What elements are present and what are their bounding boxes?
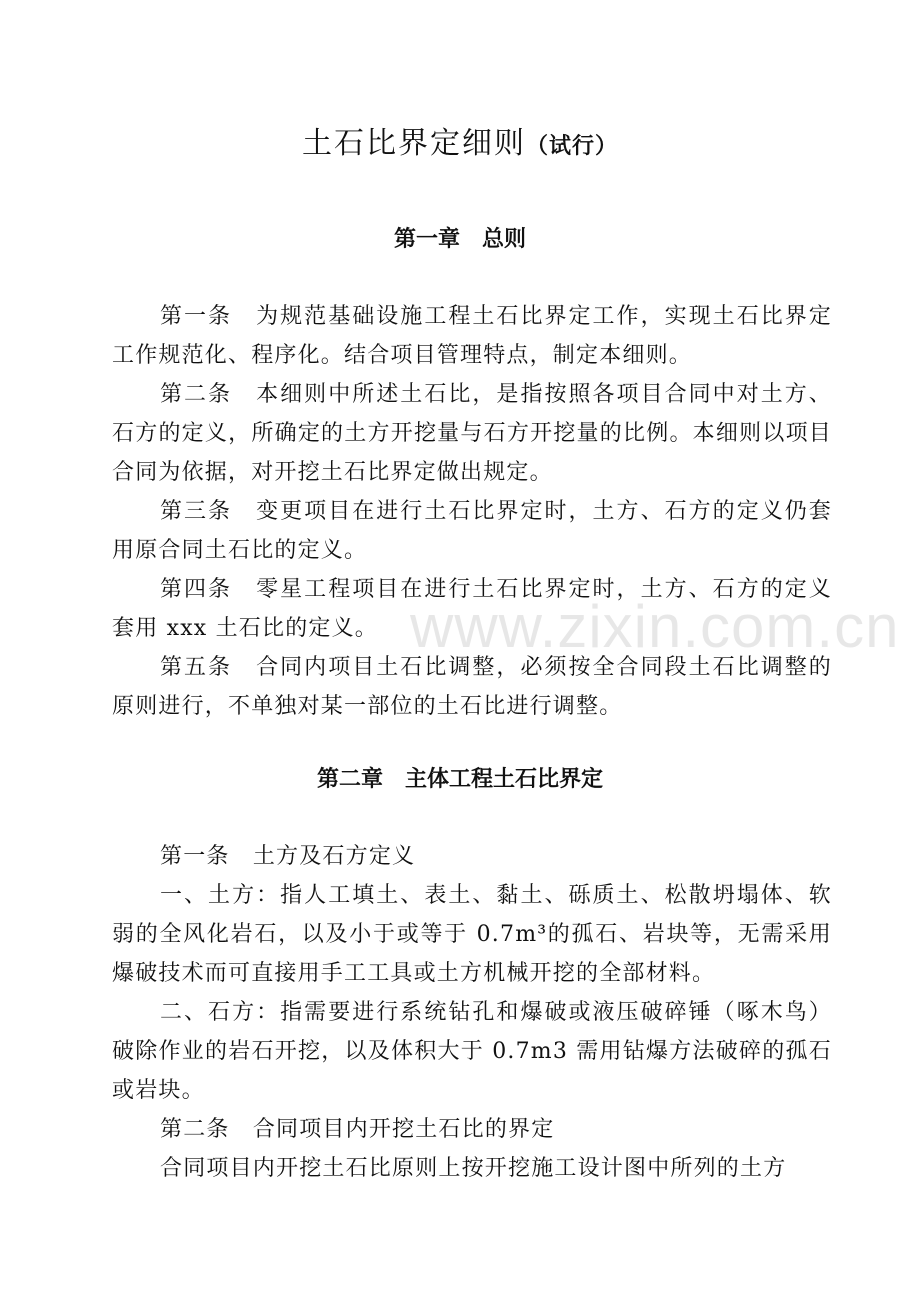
article-label: 第二条 bbox=[160, 1117, 253, 1142]
article-text: 合同项目内开挖土石比的界定 bbox=[252, 1117, 555, 1142]
article-label: 第一条 bbox=[160, 844, 253, 869]
article-label: 第二条 bbox=[160, 382, 257, 407]
article-text: 合同内项目土石比调整，必须按全合同段土石比调整的原则进行，不单独对某一部位的土石比进行调整。 bbox=[112, 655, 832, 719]
chapter-1-article-4 bbox=[112, 570, 832, 648]
article-text: 变更项目在进行土石比界定时，土方、石方的定义仍套用原合同土石比的定义。 bbox=[112, 499, 832, 563]
article-text: 本细则中所述土石比，是指按照各项目合同中对土方、石方的定义，所确定的土方开挖量与石方开挖量的比例。本细则以项目合同为依据，对开挖土石比界定做出规定。 bbox=[112, 382, 832, 485]
document-title-main: 土石比界定细则 bbox=[301, 126, 526, 161]
article-text: 一、土方：指人工填土、表土、黏土、砾质土、松散坍塌体、软弱的全风化岩石，以及小于或等于 0.7m³的孤石、岩块等，无需采用爆破技术而可直接用手工工具或土方机械开挖的全部材料。 bbox=[112, 883, 832, 986]
article-label: 第一条 bbox=[160, 304, 257, 329]
document-title bbox=[0, 122, 920, 168]
chapter-2-item-1 bbox=[112, 876, 832, 993]
chapter-1-article-2 bbox=[112, 375, 832, 492]
article-text: 土方及石方定义 bbox=[252, 844, 416, 869]
article-text: 合同项目内开挖土石比原则上按开挖施工设计图中所列的土方 bbox=[160, 1156, 787, 1181]
chapter-2-paragraph bbox=[112, 1149, 832, 1188]
article-label: 第三条 bbox=[160, 499, 257, 524]
chapter-1-article-1 bbox=[112, 297, 832, 375]
article-label: 第五条 bbox=[160, 655, 257, 680]
watermark: www.zixin.com.cn bbox=[410, 593, 900, 660]
chapter-1-article-3 bbox=[112, 492, 832, 570]
chapter-1-article-5 bbox=[112, 648, 832, 726]
chapter-2-article-1 bbox=[112, 837, 832, 876]
article-text: 零星工程项目在进行土石比界定时，土方、石方的定义套用 xxx 土石比的定义。 bbox=[112, 577, 832, 641]
chapter-1-heading: 第一章 总则 bbox=[393, 226, 526, 252]
chapter-2-item-2 bbox=[112, 993, 832, 1110]
chapter-2-article-2 bbox=[112, 1110, 832, 1149]
document-title-suffix: （试行） bbox=[525, 133, 618, 159]
chapter-2-heading: 第二章 主体工程土石比界定 bbox=[316, 766, 603, 792]
article-label: 第四条 bbox=[160, 577, 257, 602]
article-text: 为规范基础设施工程土石比界定工作，实现土石比界定工作规范化、程序化。结合项目管理特点，制定本细则。 bbox=[112, 304, 832, 368]
article-text: 二、石方：指需要进行系统钻孔和爆破或液压破碎锤（啄木鸟）破除作业的岩石开挖，以及体积大于 0.7m3 需用钻爆方法破碎的孤石或岩块。 bbox=[112, 1000, 832, 1103]
